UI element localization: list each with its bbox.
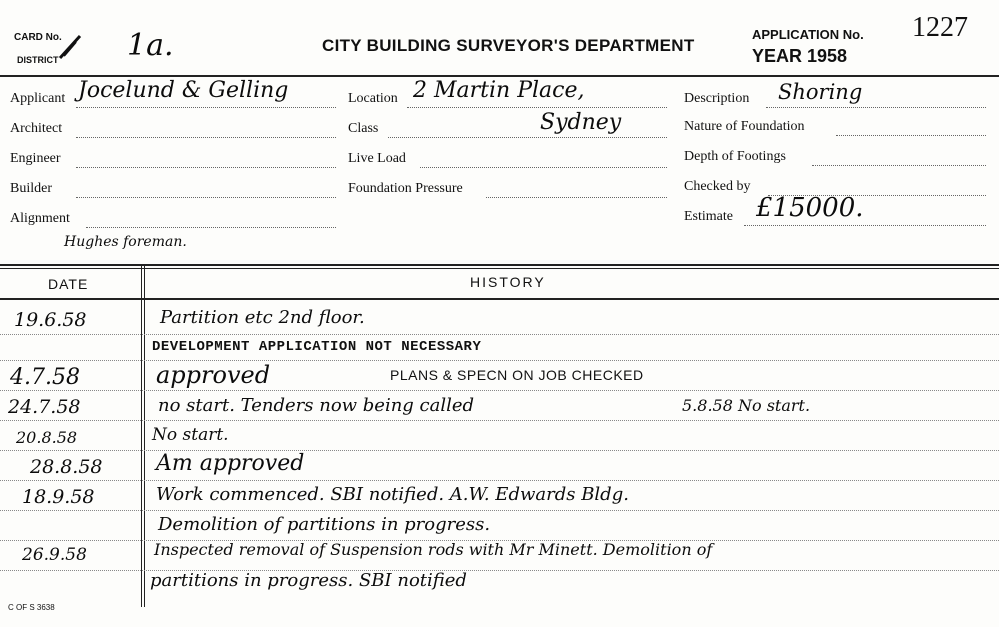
history-entry: approved	[156, 361, 271, 389]
form-code: C OF S 3638	[8, 603, 55, 612]
history-date: 24.7.58	[8, 396, 81, 418]
history-entry-stamp: PLANS & SPECN ON JOB CHECKED	[390, 367, 644, 383]
checked-by-label: Checked by	[684, 179, 751, 194]
depth-of-footings-label: Depth of Footings	[684, 149, 786, 164]
history-entry: DEVELOPMENT APPLICATION NOT NECESSARY	[152, 339, 482, 355]
application-number: 1227	[912, 12, 968, 43]
department-title: CITY BUILDING SURVEYOR'S DEPARTMENT	[322, 36, 695, 55]
applicant-value: Jocelund & Gelling	[78, 78, 289, 103]
history-entry: partitions in progress. SBI notified	[150, 570, 467, 591]
card-no-value: 1a.	[127, 28, 174, 63]
application-label: APPLICATION No.	[752, 27, 864, 42]
history-date: 20.8.58	[16, 428, 78, 447]
architect-label: Architect	[10, 121, 63, 136]
history-entry: no start. Tenders now being called	[158, 395, 475, 416]
year-label: YEAR 1958	[752, 46, 848, 66]
description-value: Shoring	[778, 80, 863, 104]
applicant-label: Applicant	[10, 91, 66, 106]
date-column-header: DATE	[48, 276, 89, 292]
class-value: Sydney	[540, 110, 622, 135]
builder-label: Builder	[10, 181, 52, 196]
estimate-label: Estimate	[684, 209, 733, 224]
history-entry: Partition etc 2nd floor.	[160, 307, 365, 328]
district-label: DISTRICT	[17, 55, 59, 65]
history-entry: Am approved	[156, 451, 305, 476]
history-entry: Inspected removal of Suspension rods with Mr Minett. Demolition of	[154, 540, 713, 559]
estimate-value: £15000.	[756, 193, 864, 223]
class-label: Class	[348, 121, 379, 136]
history-entry: No start.	[152, 425, 229, 445]
history-entry: Work commenced. SBI notified. A.W. Edwards Bldg.	[156, 484, 629, 505]
history-column-header: HISTORY	[470, 274, 546, 290]
history-header-rule	[0, 298, 999, 300]
date-column-divider	[141, 266, 142, 607]
description-label: Description	[684, 91, 750, 106]
history-date: 4.7.58	[10, 365, 80, 390]
history-date: 19.6.58	[14, 309, 87, 331]
nature-of-foundation-label: Nature of Foundation	[684, 119, 805, 134]
history-date: 18.9.58	[22, 486, 95, 508]
history-top-rule	[0, 264, 999, 266]
location-label: Location	[348, 91, 398, 106]
history-date: 26.9.58	[22, 545, 87, 565]
live-load-label: Live Load	[348, 151, 406, 166]
history-entry: Demolition of partitions in progress.	[158, 514, 491, 535]
alignment-label: Alignment	[10, 211, 70, 226]
location-value: 2 Martin Place,	[413, 78, 585, 103]
history-date: 28.8.58	[30, 456, 103, 478]
header-divider	[0, 75, 999, 77]
engineer-label: Engineer	[10, 151, 61, 166]
card-no-label: CARD No.	[14, 32, 62, 43]
foreman-note: Hughes foreman.	[64, 234, 187, 250]
foundation-pressure-label: Foundation Pressure	[348, 181, 463, 196]
card-no-strike	[58, 32, 84, 62]
history-entry-note: 5.8.58 No start.	[682, 396, 811, 415]
